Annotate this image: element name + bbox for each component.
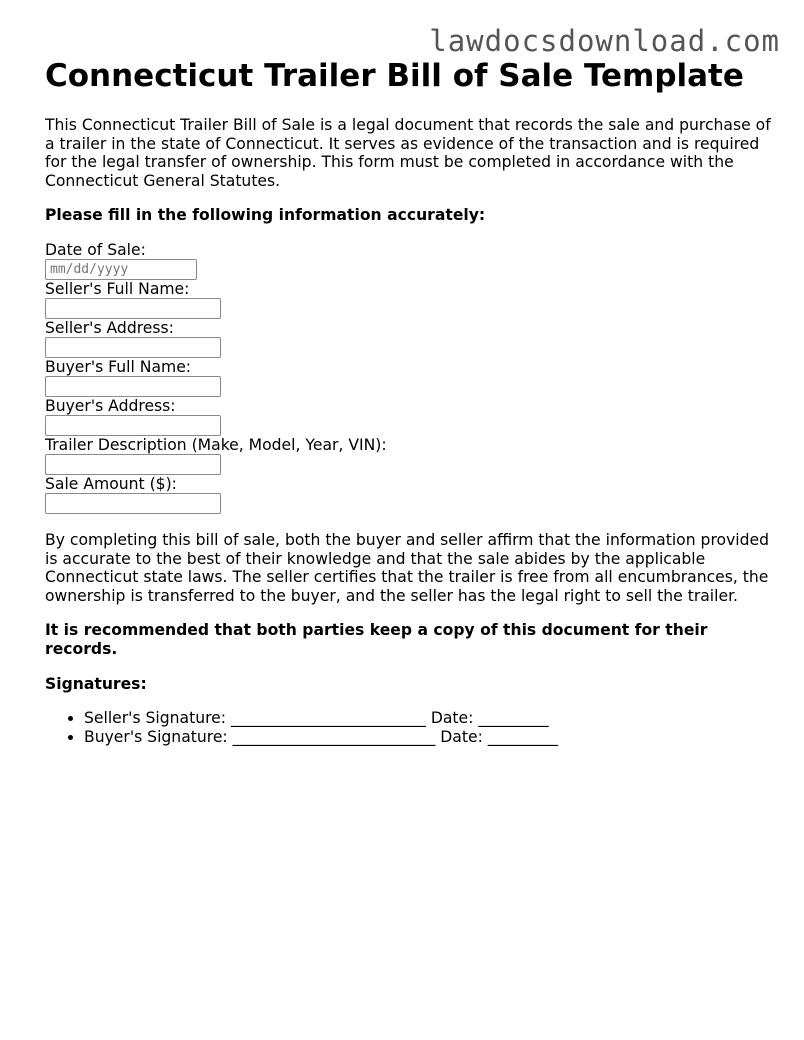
document-body: [45, 56, 775, 747]
buyer-signature-line: • Buyer's Signature: __________________________ Date: _________: [84, 728, 775, 747]
buyer-name-input[interactable]: [45, 376, 221, 397]
signature-list: [45, 709, 775, 747]
seller-name-label: Seller's Full Name:: [45, 279, 190, 298]
date-of-sale-input[interactable]: [45, 259, 197, 280]
buyer-address-input[interactable]: [45, 415, 221, 436]
seller-address-input[interactable]: [45, 337, 221, 358]
sale-amount-label: Sale Amount ($):: [45, 474, 177, 493]
page-title: Connecticut Trailer Bill of Sale Template: [45, 58, 744, 94]
instruction-text: Please fill in the following information accurately:: [45, 206, 486, 225]
seller-name-input[interactable]: [45, 298, 221, 319]
sale-amount-input[interactable]: [45, 493, 221, 514]
trailer-description-input[interactable]: [45, 454, 221, 475]
recommendation-text: It is recommended that both parties keep a copy of this document for their records.: [45, 621, 708, 658]
date-of-sale-label: Date of Sale:: [45, 240, 146, 259]
affirmation-paragraph: By completing this bill of sale, both the buyer and seller affirm that the information provided is accurate to the best of their knowledge and that the sale abides by the applicable Connecticut state laws. The seller certifies that the trailer is free from all encumbrances, the ownership is transferred to the buyer, and the seller has the legal right to sell the trailer.: [45, 530, 770, 605]
signatures-heading: Signatures:: [45, 674, 147, 693]
seller-address-label: Seller's Address:: [45, 318, 174, 337]
sale-form: [45, 241, 775, 514]
trailer-description-label: Trailer Description (Make, Model, Year, VIN):: [45, 435, 387, 454]
buyer-name-label: Buyer's Full Name:: [45, 357, 192, 376]
watermark: lawdocsdownload.com: [429, 24, 780, 58]
intro-paragraph: This Connecticut Trailer Bill of Sale is a legal document that records the sale and purchase of a trailer in the state of Connecticut. It serves as evidence of the transaction and is required for the legal transfer of ownership. This form must be completed in accordance with the Connecticut General Statutes.: [45, 116, 771, 190]
buyer-address-label: Buyer's Address:: [45, 396, 176, 415]
seller-signature-line: • Seller's Signature: _________________________ Date: _________: [84, 709, 775, 728]
